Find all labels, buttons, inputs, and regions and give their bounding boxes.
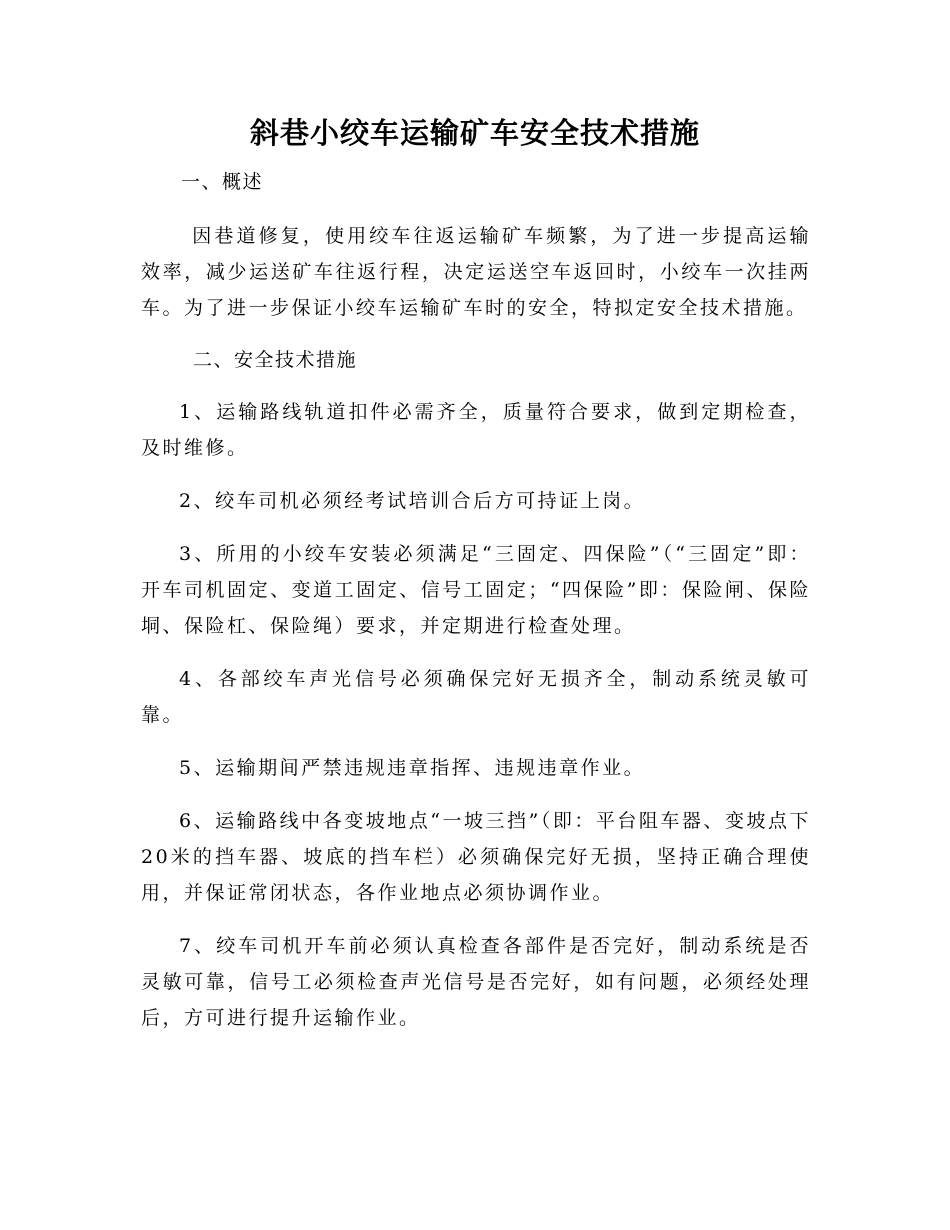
measure-item-5: 5、运输期间严禁违规违章指挥、违规违章作业。 [179, 757, 646, 779]
measure-item-6: 6、运输路线中各变坡地点“一坡三挡”（即：平台阻车器、变坡点下20米的挡车器、坡底的挡车栏）必须确保完好无损，坚持正确合理使用，并保证常闭状态，各作业地点必须协调作业。 [141, 810, 811, 904]
section-heading-safety-measures: 二、安全技术措施 [193, 349, 358, 371]
document-body [141, 164, 811, 1036]
section-heading-overview: 一、概述 [181, 171, 264, 193]
overview-paragraph: 因巷道修复，使用绞车往返运输矿车频繁，为了进一步提高运输效率，减少运送矿车往返行程，决定运送空车返回时，小绞车一次挂两车。为了进一步保证小绞车运输矿车时的安全，特拟定安全技术措施。 [141, 225, 811, 319]
measure-item-3: 3、所用的小绞车安装必须满足“三固定、四保险”（“三固定”即：开车司机固定、变道工固定、信号工固定；“四保险”即：保险闸、保险垌、保险杠、保险绳）要求，并定期进行检查处理。 [141, 543, 811, 637]
document-title: 斜巷小绞车运输矿车安全技术措施 [249, 116, 700, 150]
measure-item-1: 1、运输路线轨道扣件必需齐全，质量符合要求，做到定期检查，及时维修。 [141, 401, 811, 459]
measure-item-4: 4、各部绞车声光信号必须确保完好无损齐全，制动系统灵敏可靠。 [141, 668, 811, 726]
measure-item-2: 2、绞车司机必须经考试培训合后方可持证上岗。 [179, 490, 646, 512]
measure-item-7: 7、绞车司机开车前必须认真检查各部件是否完好，制动系统是否灵敏可靠，信号工必须检查声光信号是否完好，如有问题，必须经处理后，方可进行提升运输作业。 [141, 935, 811, 1029]
